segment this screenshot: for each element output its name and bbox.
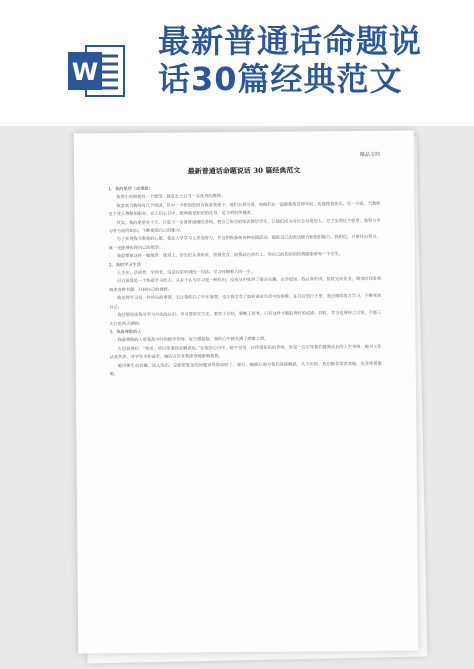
section-heading: 3、我最尊敬的人 [109,328,142,335]
paragraph: 其实，我的愿望并不大，只是当一名普普通通的老师，把自己所学的知识教给学生，让他们成为对社会有用的人。为了实现这个愿望，我努力学习各方面的知识，不断提高自己的能力。 [108,217,381,234]
paragraph: 她讲课生动有趣，深入浅出，总能把复杂的问题讲得简单明了。课后，她耐心地为我们答疑解惑，从不厌烦。我们都非常喜欢她，也非常尊敬她。 [109,360,382,377]
page-title: 最新普通话命题说 话30篇经典范文 [158,22,423,98]
document-title: 最新普通话命题说话 30 篇经典范文 [187,165,301,176]
paragraph: 可以说我是一个热爱学习的人。从来不认为学习是一种负担，反而从中获得了很多乐趣。在学校里，我认真听讲，按时完成作业，课余时间喜欢阅读各种书籍，开阔自己的视野。 [109,276,382,293]
word-doc-icon [66,40,128,102]
page-header [0,0,474,126]
paragraph: 为了实现我当教师的心愿，我在大学学习上更加努力，并且积极参加各种实践活动，锻炼自己的表达能力和组织能力。我相信，只要付出努力，就一定能够实现自己的愿望。 [108,234,381,251]
paragraph: 我爱想象这样一幅情景：课堂上，学生们认真听讲，积极发言，而我站在讲台上，用自己的知识和热情感染着每一个学生。 [116,251,343,259]
section-heading: 1、我的愿望（或理想） [108,185,153,192]
word-icon-letter: W [71,58,99,86]
paragraph: 人生在，活到老，学到老，这是经常听到的一句话。学习伴随着人的一生。 [116,268,256,276]
document-body [108,183,382,379]
document-page [74,131,419,654]
section-heading: 2、我的学习生活 [108,261,141,267]
paragraph: 我觉得学习是一件快乐的事情，它让我明白了许多道理，也让我学会了如何面对生活中的困难。在以后的日子里，我会继续努力学习，不断充实自己。 [109,293,382,309]
paragraph: 我喜欢当教师有几个原因，其中一个原因是因为我喜欢孩子，他们天真可爱，和他们在一起能使我觉得年轻，也能使我快乐。另一方面，当教师是个受人尊敬的职业，在人们心目中，教师就是知识的化身，是文明的传播者。 [108,200,381,217]
paragraph: 我最尊敬的人是我高中时的数学老师。每当想起她，我的心中就充满了感激之情。 [117,336,269,343]
paragraph: 我还想谈谈我对学习方法的认识。学习要讲究方法，要善于总结，要勤于思考，只有这样才能取得好的成绩。同时，学习也要持之以恒，不能三天打鱼两天晒网。 [109,309,382,326]
paragraph: 古语说得好：“师者，所以传道授业解惑也。”在我的心目中，她不仅是一位传授知识的老师，更是一位引导我们健康成长的人生导师。她对工作认真负责，对学生关怀备至，她的言传身教深深地影响着我。 [109,343,382,360]
paragraph: 我曾小时候就有一个愿望，就是长大后当一名优秀的教师。 [116,193,226,200]
page-label: 精品文档 [359,151,380,158]
